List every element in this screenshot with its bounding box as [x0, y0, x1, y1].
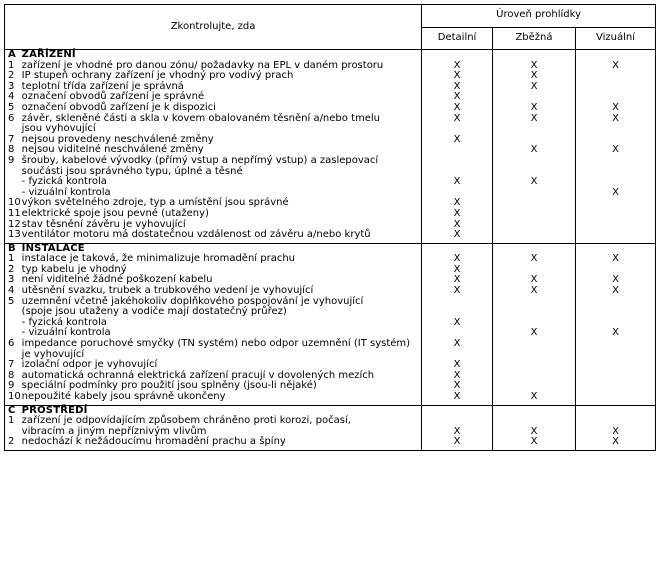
- row-number: 13: [8, 229, 21, 241]
- zbezna-mark: X: [492, 437, 575, 450]
- row-description: označení obvodů zařízení je k dispozici: [21, 101, 216, 113]
- vizualni-mark: [576, 167, 656, 178]
- section-title: ZAŘÍZENÍ: [19, 50, 422, 61]
- table-row: [5, 230, 656, 243]
- row-number: 3: [8, 274, 15, 286]
- table-row: [5, 114, 656, 125]
- table-row: [5, 392, 656, 405]
- zbezna-mark: [492, 307, 575, 318]
- row-number: [5, 167, 19, 178]
- zbezna-mark: [492, 339, 575, 350]
- row-description: šrouby, kabelové vývodky (přímý vstup a nepřímý vstup) a zaslepovací: [21, 154, 379, 166]
- table-row: [5, 209, 656, 220]
- zbezna-mark: [492, 156, 575, 167]
- detailni-mark: [422, 145, 493, 156]
- row-description: nepoužité kabely jsou správně ukončeny: [21, 391, 226, 402]
- row-description: jsou vyhovující: [21, 123, 96, 135]
- col-vizualni: Vizuální: [576, 27, 656, 50]
- table-header: [5, 5, 656, 50]
- vizualni-mark: [576, 360, 656, 371]
- empty-cell: [422, 50, 493, 61]
- detailni-mark: X: [422, 318, 493, 329]
- row-number: 8: [8, 144, 15, 156]
- row-description: nedochází k nežádoucímu hromadění prachu a špíny: [21, 436, 286, 448]
- zbezna-mark: X: [492, 177, 575, 188]
- detailni-mark: X: [422, 265, 493, 276]
- row-description: součásti jsou správného typu, úplné a těsné: [21, 165, 243, 177]
- row-number: 9: [8, 380, 15, 392]
- vizualni-mark: [576, 82, 656, 93]
- detailni-mark: X: [422, 82, 493, 93]
- row-description: (spoje jsou utaženy a vodiče mají dostatečný průřez): [21, 306, 287, 318]
- row-description: vibracím a jiným nepříznivým vlivům: [21, 425, 207, 437]
- row-number: 10: [8, 197, 21, 209]
- zbezna-mark: X: [492, 427, 575, 438]
- table-body: [5, 50, 656, 451]
- zbezna-mark: X: [492, 71, 575, 82]
- row-number: 1: [8, 59, 15, 71]
- table-row: [5, 156, 656, 167]
- vizualni-mark: [576, 392, 656, 405]
- section-letter: C: [5, 405, 19, 416]
- zbezna-mark: X: [492, 61, 575, 72]
- vizualni-mark: [576, 198, 656, 209]
- vizualni-mark: X: [576, 328, 656, 339]
- table-row: [5, 339, 656, 350]
- row-description: zařízení je odpovídajícím způsobem chráněno proti korozi, počasí,: [21, 415, 351, 427]
- section-title: INSTALACE: [19, 243, 422, 254]
- section-letter: A: [5, 50, 19, 61]
- zbezna-mark: [492, 220, 575, 231]
- table-row: [5, 103, 656, 114]
- row-number: 10: [8, 391, 21, 402]
- col-detailni: Detailní: [422, 27, 493, 50]
- zbezna-mark: X: [492, 392, 575, 405]
- level-header: Úroveň prohlídky: [422, 5, 656, 28]
- vizualni-mark: X: [576, 286, 656, 297]
- row-description: - fyzická kontrola: [21, 176, 107, 188]
- detailni-mark: X: [422, 177, 493, 188]
- detailni-mark: X: [422, 230, 493, 243]
- detailni-mark: X: [422, 254, 493, 265]
- zbezna-mark: X: [492, 254, 575, 265]
- zbezna-mark: [492, 371, 575, 382]
- detailni-mark: X: [422, 360, 493, 371]
- row-description: ventilátor motoru má dostatečnou vzdálenost od závěru a/nebo krytů: [21, 229, 371, 241]
- row-number: 6: [8, 112, 15, 124]
- empty-cell: [422, 405, 493, 416]
- vizualni-mark: X: [576, 114, 656, 125]
- row-number: 1: [8, 415, 15, 427]
- row-number: 4: [8, 285, 15, 297]
- zbezna-mark: X: [492, 114, 575, 125]
- row-number: 7: [8, 359, 15, 371]
- row-number: [5, 307, 19, 318]
- empty-cell: [576, 405, 656, 416]
- detailni-mark: X: [422, 103, 493, 114]
- detailni-mark: X: [422, 427, 493, 438]
- row-description: IP stupeň ochrany zařízení je vhodný pro vodivý prach: [21, 70, 294, 82]
- vizualni-mark: [576, 350, 656, 361]
- detailni-mark: X: [422, 61, 493, 72]
- zbezna-mark: X: [492, 286, 575, 297]
- section-letter: B: [5, 243, 19, 254]
- vizualni-mark: [576, 307, 656, 318]
- detailni-mark: X: [422, 392, 493, 405]
- row-number: 6: [8, 338, 15, 350]
- vizualni-mark: X: [576, 103, 656, 114]
- detailni-mark: X: [422, 275, 493, 286]
- row-description: izolační odpor je vyhovující: [21, 359, 158, 371]
- detailni-mark: X: [422, 371, 493, 382]
- zbezna-mark: X: [492, 82, 575, 93]
- row-description: výkon světelného zdroje, typ a umístění jsou správné: [21, 197, 289, 209]
- detailni-mark: X: [422, 381, 493, 392]
- zbezna-mark: X: [492, 328, 575, 339]
- row-description: elektrické spoje jsou pevné (utaženy): [21, 207, 209, 219]
- row-description: automatická ochranná elektrická zařízení pracují v dovolených mezích: [21, 369, 375, 381]
- vizualni-mark: [576, 71, 656, 82]
- vizualni-mark: [576, 156, 656, 167]
- row-description: závěr, skleněné části a skla v kovem obalovaném těsnění a/nebo tmelu: [21, 112, 381, 124]
- vizualni-mark: [576, 230, 656, 243]
- row-number: 2: [8, 436, 15, 448]
- zbezna-mark: X: [492, 103, 575, 114]
- row-number: 12: [8, 218, 21, 230]
- vizualni-mark: [576, 339, 656, 350]
- row-number: 5: [8, 295, 15, 307]
- detailni-mark: X: [422, 114, 493, 125]
- vizualni-mark: X: [576, 437, 656, 450]
- zbezna-mark: [492, 230, 575, 243]
- zbezna-mark: [492, 297, 575, 308]
- empty-cell: [492, 405, 575, 416]
- section-header-row: [5, 50, 656, 61]
- vizualni-mark: X: [576, 254, 656, 265]
- vizualni-mark: X: [576, 427, 656, 438]
- row-description: - fyzická kontrola: [21, 316, 107, 328]
- table-row: [5, 437, 656, 450]
- row-description: je vyhovující: [21, 348, 85, 360]
- zbezna-mark: [492, 350, 575, 361]
- check-header: Zkontrolujte, zda: [5, 5, 422, 50]
- vizualni-mark: X: [576, 188, 656, 199]
- detailni-mark: X: [422, 437, 493, 450]
- vizualni-mark: [576, 124, 656, 135]
- detailni-mark: [422, 156, 493, 167]
- vizualni-mark: [576, 209, 656, 220]
- zbezna-mark: [492, 209, 575, 220]
- row-number: 9: [8, 154, 15, 166]
- detailni-mark: X: [422, 286, 493, 297]
- empty-cell: [492, 50, 575, 61]
- row-number: 8: [8, 369, 15, 381]
- row-description: označení obvodů zařízení je správné: [21, 91, 205, 103]
- row-description: nejsou provedeny neschválené změny: [21, 133, 214, 145]
- row-description: speciální podmínky pro použití jsou splněny (jsou-li nějaké): [21, 380, 317, 392]
- row-description: utěsnění svazku, trubek a trubkového vedení je vyhovující: [21, 285, 314, 297]
- col-zbezna: Zběžná: [492, 27, 575, 50]
- row-number: 2: [8, 70, 15, 82]
- vizualni-mark: [576, 381, 656, 392]
- row-number: 4: [8, 91, 15, 103]
- row-description: - vizuální kontrola: [21, 327, 111, 339]
- vizualni-mark: [576, 371, 656, 382]
- detailni-mark: X: [422, 135, 493, 146]
- detailni-mark: X: [422, 339, 493, 350]
- row-description: instalace je taková, že minimalizuje hromadění prachu: [21, 253, 296, 265]
- zbezna-mark: X: [492, 145, 575, 156]
- row-number: [5, 177, 19, 188]
- row-description: není viditelné žádné poškození kabelu: [21, 274, 213, 286]
- vizualni-mark: [576, 297, 656, 308]
- row-description: - vizuální kontrola: [21, 186, 111, 198]
- vizualni-mark: X: [576, 61, 656, 72]
- zbezna-mark: [492, 360, 575, 371]
- detailni-mark: [422, 297, 493, 308]
- zbezna-mark: [492, 188, 575, 199]
- detailni-mark: X: [422, 220, 493, 231]
- row-number: 7: [8, 133, 15, 145]
- detailni-mark: X: [422, 209, 493, 220]
- zbezna-mark: [492, 124, 575, 135]
- row-description: impedance poruchové smyčky (TN systém) nebo odpor uzemnění (IT systém): [21, 338, 411, 350]
- row-description: stav těsnění závěru je vyhovující: [21, 218, 186, 230]
- detailni-mark: X: [422, 198, 493, 209]
- vizualni-mark: [576, 220, 656, 231]
- row-number: [5, 318, 19, 329]
- row-description: nejsou viditelné neschválené změny: [21, 144, 204, 156]
- row-number: 11: [8, 207, 21, 219]
- vizualni-mark: X: [576, 145, 656, 156]
- detailni-mark: X: [422, 71, 493, 82]
- row-number: 1: [8, 253, 15, 265]
- row-number: 3: [8, 80, 15, 92]
- zbezna-mark: [492, 198, 575, 209]
- row-description: teplotní třída zařízení je správná: [21, 80, 184, 92]
- empty-cell: [576, 50, 656, 61]
- vizualni-mark: X: [576, 275, 656, 286]
- zbezna-mark: X: [492, 275, 575, 286]
- row-description: uzemnění včetně jakéhokoliv doplňkového pospojování je vyhovující: [21, 295, 364, 307]
- row-number: 2: [8, 263, 15, 275]
- inspection-table: [4, 4, 656, 451]
- section-title: PROSTŘEDÍ: [19, 405, 422, 416]
- row-description: typ kabelu je vhodný: [21, 263, 127, 275]
- row-description: zařízení je vhodné pro danou zónu/ požadavky na EPL v daném prostoru: [21, 59, 384, 71]
- row-number: 5: [8, 101, 15, 113]
- detailni-mark: X: [422, 92, 493, 103]
